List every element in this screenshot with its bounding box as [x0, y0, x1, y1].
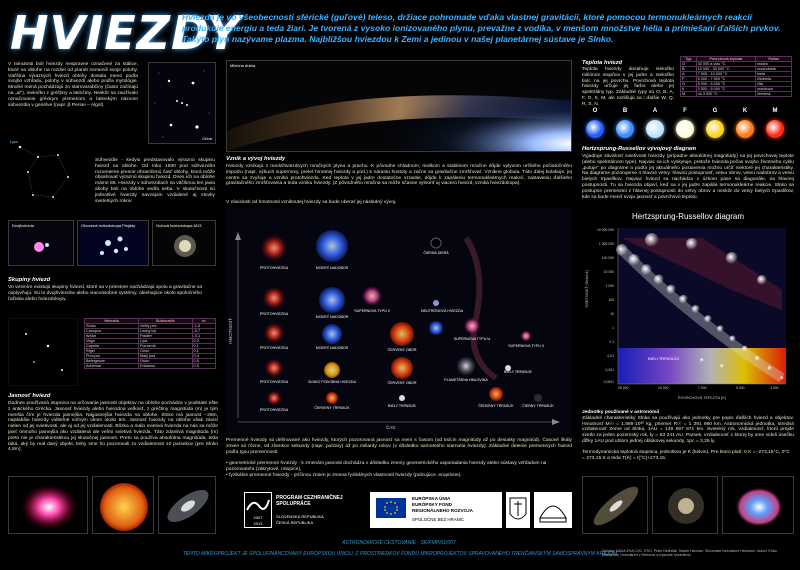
- units-header: Jednotky používané v astronómii: [582, 410, 660, 415]
- stage-label: BIELY TRPASLÍK: [504, 370, 532, 374]
- eu-flag-icon: [376, 498, 406, 518]
- programme-wave-icon: [245, 494, 271, 516]
- hr-title: Hertzsprung-Russellov diagram: [631, 212, 745, 221]
- hr-y-tick: 0,0001: [603, 380, 614, 384]
- table-header-cell: Typ: [681, 57, 697, 62]
- sun-image: [93, 477, 154, 534]
- hr-star-dot: [717, 325, 724, 332]
- stage-label: ČERVENÝ OBOR: [387, 348, 417, 352]
- evolution-panel: [226, 208, 572, 434]
- brightness-text: Dodnes používaná stupnica na určovanie jasnosti objektov na oblohe pochádza v podstate ešte z antického Grécka. Jasnosť hviezdy alebo hviezdna veľkosť, z gréčtiny magnitúda (m) je tým menšia čím je hviezda jasnejšia. Najjasnejšia hviezda na oblohe, Slnko má jasnosť −26m, najslabšie hviezdy viditeľné voľným okom okolo 6m. Jasnosť hviezdy na oblohe však závisí nielen od jej svietivosti, ale aj od jej vzdialenosti. Blízka a málo svietivá hviezda na nás sa môže javiť omnoho jasnejšia ako vzdialená ale veľmi svietivá hviezda. Táto zdanlivá magnitúda (m) preto nie je charakteristikou jej skutočnej jasnosti. Preto sa používa absolútna magnitúda, teda taká, aký by mal daný objekt, keby sme ho pozorovali zo vzdialenosti 10 parsekov (pre Slnko 4,8m).: [8, 401, 218, 453]
- andromeda-image: [583, 477, 648, 534]
- stage-label: ČERVENÝ OBOR: [387, 381, 417, 385]
- birth-text: Hviezdy vznikajú z medzihviezdnych mračných plynu a prachu. K pôvodne chladnom, riedkom a stabilnom mračne dôjde vplyvom určitého počiatočného impulzu (napr. výbuch supernovy, prelet hmotnej hviezdy a pod.) k nárastu hustoty a začne sa gravitačne zmršťovať. Vznikne globula. Táto ďalej kolabuje, jej centre sa zvyšuje a vzniká protohviezda. Keď teplota v jej jadre dostatočne vzrastie, dôjde k zapáleniu termonukleárnych reakcií, zastaveniu ďalšieho gravitačného zmršťovania a teda vzniku hviezdy. (Z pôvodného mračna sa môže sčasne vytvoriť aj viacero hviezd, vzniká hviezdokopa).: [226, 164, 572, 187]
- hr-star-dot: [730, 335, 736, 341]
- hr-star-dot: [654, 274, 664, 284]
- hr-star-dot: [767, 366, 772, 371]
- hr-star-dot: [700, 358, 704, 362]
- hr-star-dot: [720, 364, 724, 368]
- hr-x-tick: 5 000: [736, 386, 745, 390]
- hr-x-tick: 25 000: [618, 386, 629, 390]
- table-row: Sírius Veľký pes -1,5: [85, 324, 216, 329]
- stage-label: BIELY TRPASLÍK: [388, 404, 416, 408]
- table-row: Arktúr Pastier -0,1: [85, 334, 216, 339]
- stage-label: MODRÝ NADOBOR: [315, 346, 349, 350]
- cluster-photo: [652, 476, 718, 534]
- units-text: Jednotky používané v astronómii Základné charakteristiky Slnka sa používajú ako jednotky pre popis ďalších hviezd a objektov. Hmotnosť M☉ = 1,989·10³⁰ kg, priemer R☉ = 1 391 960 km. Astronomická jednotka, stredná vzdialenosť Zeme od Slnka, 1AU = 149 597 871 km. Svetelný rok, vzdialenosť, ktorú prejde svetlo za jeden pozemský rok, ly = 63 241 AU. Parsek, vzdialenosť z ktorej by sme videli úsečku dĺžky 1AU pod uhlom jednej oblúkovej sekundy, 1pc = 3,26 ly.: [582, 410, 794, 444]
- table-header-cell: m: [192, 319, 215, 324]
- m13-caption: Guľová hviezdokopa M13: [156, 223, 202, 228]
- spectral-type-g-star: [706, 120, 724, 138]
- stage-label: SUPERNOVA TYPU II: [354, 309, 390, 313]
- eu-slogan: SPOLOČNE BEZ HRANÍC: [412, 517, 465, 522]
- programme-name: PROGRAM CEZHRANIČNEJ SPOLUPRÁCE: [276, 495, 343, 507]
- naming-text: V minulosti boli hviezdy nespravne označené za stálice, ktoré na oblohe na rozdiel od planét nemenili svoje polohy. Väčšina výrazných hviezd oblohy dostala meno podľa svojho vzhľadu, polohy v súhvezdí alebo podľa mytológie. Mnohé mená pochádzajú zo starovarabčiny (často začínajú na „al"), niekoľko z gréčtiny a latinčiny. Neskôr sa zaužívalo označovanie gréckym písmenom a latinským názvom súhvezdia v genitíve (napr. β Persei – Algol).: [8, 62, 138, 108]
- hr-y-tick: 1: [612, 326, 614, 330]
- region-coat-of-arms: [506, 492, 530, 528]
- spectral-header: Teplota hviezd: [582, 60, 623, 66]
- milky-way-caption: Mliečna dráha: [230, 63, 256, 68]
- programme-year-start: 2007: [253, 515, 263, 520]
- orion-nebula-image: [9, 477, 88, 534]
- hr-y-tick: 1 000: [605, 284, 614, 288]
- table-row: M do 3 500 °C červená: [681, 92, 792, 97]
- hr-star-dot: [679, 295, 688, 304]
- observatory-logo: [534, 492, 572, 528]
- constellation-caption: Lyra: [10, 139, 18, 144]
- spectral-type-sequence: [582, 108, 794, 142]
- table-row: Achernar Eridanus 0,5: [85, 364, 216, 369]
- variable-stars-bullet-1: • geometrické premenné hviezdy - k zmenám jasnosti dochádza v dôsledku zmeny geometrického usporiadania hviezdy alebo sústavy vzhľadom na pozorovateľa (zákrytové, rotujúce),: [226, 461, 547, 472]
- spectral-type-f-star: [676, 120, 694, 138]
- coat-of-arms-icon: [506, 492, 530, 528]
- stage-label: PROTOHVIEZDA: [259, 380, 289, 384]
- stage-label: PROTOHVIEZDA: [259, 266, 289, 270]
- spectral-type-k-star: [736, 120, 754, 138]
- stage-label: ČIERNY TRPASLÍK: [522, 404, 554, 408]
- stage-label: NEUTRÓNOVÁ HVIEZDA: [421, 309, 463, 313]
- table-row: K 3 500 - 5 000 °C oranžová: [681, 87, 792, 92]
- andromeda-photo: [158, 476, 216, 534]
- hr-y-tick: 10 000 000: [597, 228, 614, 232]
- stage-label: SLNKO PODOBNÁ HVIEZDA: [308, 380, 356, 384]
- planetary-nebula-image: [723, 477, 794, 534]
- programme-emblem: [244, 492, 272, 528]
- hr-star-dot: [757, 275, 767, 285]
- hr-y-tick: 1 000 000: [598, 242, 614, 246]
- hr-star-dot: [645, 233, 659, 247]
- stage-label: SUPERNOVA TYPU Ia: [453, 337, 491, 341]
- lyra-constellation-image: [8, 137, 88, 217]
- table-row: A 7 500 - 10 000 °C biela: [681, 72, 792, 77]
- table-header-cell: Povrchová teplota: [696, 57, 755, 62]
- spectral-letter: B: [622, 108, 628, 114]
- stage-label: MODRÝ NADOBOR: [315, 315, 349, 319]
- constellation-map: [8, 137, 88, 217]
- programme-country-2: ČESKÁ REPUBLIKA: [276, 520, 314, 525]
- hr-y-tick: 100 000: [601, 256, 614, 260]
- spectral-type-m-star: [766, 120, 784, 138]
- galaxy-image: [159, 477, 216, 534]
- stage-label: ČIERNA DIERA: [423, 251, 449, 255]
- time-axis-label: ČAS: [386, 425, 396, 430]
- table-header-cell: Súhvezdie: [139, 319, 193, 324]
- eu-fund-logo: [370, 492, 502, 528]
- white-dwarfs-label: BIELI TRPASLÍCI: [648, 356, 680, 361]
- stage-label: SUPERNOVA TYPU II: [508, 344, 544, 348]
- hr-x-ticks: [618, 386, 786, 394]
- table-row: O 30 000 a viac °C modrá: [681, 62, 792, 67]
- sun-photo: [92, 476, 154, 534]
- spectral-letter: O: [592, 108, 598, 114]
- spectral-type-o-star: [586, 120, 604, 138]
- hr-star-dot: [755, 356, 760, 361]
- binary-star-caption: Dvojhviezda: [12, 223, 34, 228]
- spectral-letter: K: [742, 108, 748, 114]
- cofinancing-note: TENTO MIKROPROJEKT JE SPOLUFINANCOVANÝ EURÓPSKOU ÚNIOU, Z PROSTRIEDKOV FONDU MIKROPROJEKTOV SPRAVOVANÉHO TRENČIANSKYM SAMOSPRÁVNYM KRAJOM: [182, 551, 618, 557]
- pleiades-caption: Otvorená hviezdokopa Plejády: [81, 223, 136, 228]
- hr-star-dot: [641, 264, 652, 275]
- stage-label: ČERVENÝ TRPASLÍK: [314, 406, 350, 410]
- mass-axis-label: HMOTNOSŤ: [228, 318, 233, 344]
- spectral-letter: M: [772, 108, 778, 114]
- orion-nebula-photo: [8, 476, 88, 534]
- table-row: B 10 000 - 30 000 °C modrobiela: [681, 67, 792, 72]
- hr-y-tick: 0,001: [605, 368, 614, 372]
- spectral-letter: A: [652, 108, 658, 114]
- stage-label: PROTOHVIEZDA: [259, 408, 289, 412]
- hr-text: Vyjadruje závislosť svietivosti hviezdy (prípadne absolútnej magnitúdy) na jej povrchovej teplote (alebo spektrálnom type). Najviac sa ich vyskytuje, pretože hviezda počas svojho životného cyklu „putuje" po diagrame a podľa jej aktuálneho postavenia možno určiť niektoré jej charakteristiky. Na diagrame pozorujeme 4 hlavné vetvy: hlavnú postupnosť, vetvu obrov, vetvu nadobrov a vetvu bielych trpaslíkov. Najviac hviezd sa nachádza v úzkom páse na diagonále, na hlavnej postupnosti. Tu sa hviezda objaví, keď sa v jej jadre zapália termonukleárne reakcie. Slnko sa postupne premiestni z hlavnej postupnosti do vetvy obrov a neskôr do vetvy bielych trpaslíkov, kde sa bude meniť svoju jasnosť a povrchovú teplotu.: [582, 154, 794, 200]
- spectral-type-a-star: [646, 120, 664, 138]
- stage-label: PROTOHVIEZDA: [259, 346, 289, 350]
- birth-header: Vznik a vývoj hviezdy: [226, 156, 286, 162]
- eu-name-3: REGIONÁLNEHO ROZVOJA: [412, 508, 473, 513]
- groups-text: Vo vesmíre existujú skupiny hviezd, ktoré sa v priestore nachádzajú spolu a gravitačne sa ovplyvňujú. Sú to dvojhviezdne alebo viacnásobné systémy, obiehajúce okolo spoločného ťažiska alebo hviezdokopy.: [8, 285, 203, 302]
- star-field-image: [8, 318, 78, 386]
- crossborder-programme-logo: [244, 492, 360, 528]
- hr-y-tick: 100: [608, 298, 614, 302]
- birth-text-2: V závislosti od hmotnosti vzniknutej hviezdy sa bude uberať jej následný vývoj.: [226, 200, 397, 205]
- groups-header: Skupiny hviezd: [8, 277, 51, 283]
- hr-y-axis-label: SVIETIVOSŤ (Slnko=1): [585, 270, 589, 308]
- programme-year-end: 2013: [253, 521, 263, 526]
- table-row: G 5 000 - 6 000 °C žltá: [681, 82, 792, 87]
- spectral-letter: G: [712, 108, 718, 114]
- observatory-dome-icon: [534, 492, 572, 528]
- hr-x-tick: 7 000: [698, 386, 707, 390]
- hr-star-dot: [780, 376, 784, 380]
- project-code: ASTRONOMICKÉ CESTOVANIE · SK/FMP/01/007: [342, 540, 456, 546]
- constellation-text: Súhvezdie - kedysi predstavovalo výraznú skupinu hviezd na oblohe. Od roku 1930 pod súhvezdím rozumieme presne ohraničenú časť oblohy, ktorá môže obsahovať výraznú skupinu hviezd. Dnes ich na oblohe máme 88. Hviezdy v súhvezdiach sa väčšinou len javia akoby boli na oblohe vedľa seba. V skutočnosti sú jednotlivé hviezdy navzájom vzdialené aj stovky svetelných rokov.: [95, 158, 215, 204]
- units-text-2: Termodynamická teplotná stupnica, jednotkou je K (kelvin). Pre ktorú platí: 0 K = -273,15°C, 0°C = 273,15 K a teda T(K) = t(°C)+273,15.: [582, 450, 790, 461]
- milky-way-photo: [226, 60, 572, 152]
- table-row: Capella Povozník 0,1: [85, 344, 216, 349]
- intro-text: Hviezda je vo všeobecnosti sférické (guľové) teleso, držiace pohromade vďaka vlastnej gravitácii, ktoré pomocou termonukleárnych reakcií produkuje energiu a teda žiari. Je tvorená z vysoko ionizovaného plynu, prevažne z vodíka, v menšom množstve hélia a primiešaní ďalších prvkov. Takýto plyn nazývame plazma. Najbližšou hviezdou k Zemi a jedinou v našej planetárnej sústave je Slnko.: [182, 12, 781, 45]
- m13-photo: [152, 220, 216, 266]
- variable-stars-text: Premenné hviezdy sú definované ako hviezdy, ktorých pozorovaná jasnosť sa mení s časom (od tisícin magnitúdy až po desiatky magnitúd). Časové škály zmien sú rôzne, od zlomkov sekundy (napr. pulzary) až po miliardy rokov (v dôsledku samotného starnutia hviezdy). Základné delenie premenných hviezd podľa typu premennosti:: [226, 438, 572, 455]
- eu-name-2: EURÓPSKY FOND: [412, 502, 452, 507]
- image-credits: Snímky: NASA ESA CXC, ESO, Peter Delinčák, Marek Harman, Slovenske hvezdarne Hlohovec. Autori: Erika Matejková, Hvezdáreň v Hlohovci a Kysucké hvezdárne: [602, 549, 777, 557]
- hr-header: Hertzsprung-Russellov vývojový diagram: [582, 146, 697, 152]
- hr-star-dot: [704, 315, 712, 323]
- star-cluster-image: [653, 477, 718, 534]
- table-row: Canopus Lodný kýl -0,7: [85, 329, 216, 334]
- hr-y-tick: 0,01: [607, 354, 614, 358]
- hr-star-dot: [686, 238, 698, 250]
- hr-x-tick: 3 000: [770, 386, 779, 390]
- hr-y-tick: 10: [610, 312, 614, 316]
- stage-label: MODRÝ NADOBOR: [315, 266, 349, 270]
- stage-label: ČERVENÝ TRPASLÍK: [478, 404, 514, 408]
- table-header-cell: Hviezda: [85, 319, 139, 324]
- table-row: F 6 000 - 7 500 °C žltobiela: [681, 77, 792, 82]
- eu-name-1: EURÓPSKA ÚNIA: [412, 496, 451, 501]
- stage-label: PLANETÁRNA HMLOVINA: [444, 378, 488, 382]
- pleiades-photo: [77, 220, 149, 266]
- table-row: Vega Lýra 0,0: [85, 339, 216, 344]
- hr-diagram-panel: [582, 210, 794, 406]
- hr-y-tick: 10 000: [603, 270, 614, 274]
- evolution-diagram: [226, 208, 572, 434]
- stage-label: PROTOHVIEZDA: [259, 312, 289, 316]
- variable-stars-bullet-2: • fyzikálne premenné hviezdy - príčinou zmien je zmena fyzikálnych vlastností hviezdy (pulzujúce, eruptívne).: [226, 473, 462, 478]
- table-row: Procyon Malý pes 0,4: [85, 354, 216, 359]
- table-row: Betelgeuze Orión 0,5: [85, 359, 216, 364]
- binary-star-photo: [8, 220, 74, 266]
- spectral-type-b-star: [616, 120, 634, 138]
- hr-x-axis-label: POVRCHOVÁ TEPLOTA (K): [677, 396, 727, 400]
- hr-star-dot: [666, 285, 676, 295]
- page-title: HVIEZDY: [10, 6, 241, 60]
- programme-country-1: SLOVENSKÁ REPUBLIKA: [276, 514, 324, 519]
- orion-photo: [148, 62, 216, 144]
- temperature-table: [680, 56, 792, 97]
- planetary-nebula-photo: [722, 476, 794, 534]
- milky-way-image: [227, 61, 572, 152]
- eu-stars-icon: [376, 498, 406, 518]
- orion-stars-image: [149, 63, 216, 144]
- spectral-letter: F: [683, 108, 687, 114]
- hr-x-tick: 10 000: [658, 386, 669, 390]
- bright-stars-table: [84, 318, 216, 369]
- hr-y-tick: 0,1: [609, 340, 614, 344]
- star-field-map: [8, 318, 78, 386]
- hr-star-dot: [692, 305, 700, 313]
- galaxy-photo: [582, 476, 648, 534]
- table-row: Rigel Orión 0,1: [85, 349, 216, 354]
- orion-caption: Orion: [202, 136, 212, 141]
- spectral-text: Teplota hviezdy dosahuje niekoľko miliónov stupňov v jej jadre a niekoľko tisíc na jej povrchu. Povrchová teplota hviezdy určuje jej farbu alebo jej spektrálny typ. Základné typy sú O, B, A, F, G, K, M, ale rozlišujú sa i ďalšie W, Q, R, S, N.: [582, 67, 674, 107]
- brightness-header: Jasnosť hviezd: [8, 393, 51, 399]
- table-header-cell: Farba: [755, 57, 791, 62]
- hr-star-dot: [629, 254, 640, 265]
- spectral-star-dots: [582, 118, 794, 140]
- hr-star-dot: [742, 346, 748, 352]
- hr-star-dot: [726, 252, 738, 264]
